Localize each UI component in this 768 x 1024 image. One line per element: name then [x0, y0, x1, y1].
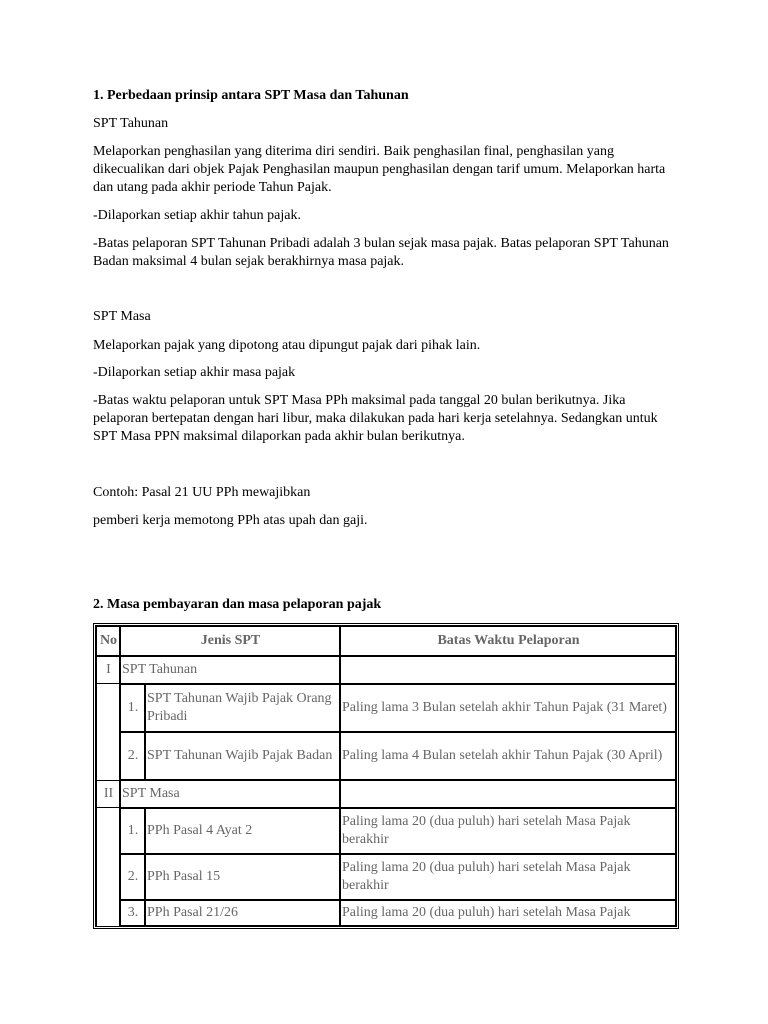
table-header-row: [96, 626, 676, 656]
row-jenis: SPT Tahunan Wajib Pajak Badan: [145, 732, 340, 780]
group-empty-cell: [340, 656, 676, 684]
indent-cell: [96, 854, 120, 900]
spt-tahunan-point-1: -Dilaporkan setiap akhir tahun pajak.: [93, 208, 301, 223]
example-line-1: Contoh: Pasal 21 UU PPh mewajibkan: [93, 485, 311, 500]
header-no: No: [96, 626, 120, 656]
section2-heading: 2. Masa pembayaran dan masa pelaporan pajak: [93, 597, 382, 612]
table-row: [96, 684, 676, 732]
group-title: SPT Masa: [120, 780, 340, 808]
spt-deadline-table: [93, 623, 679, 929]
indent-cell: [96, 684, 120, 732]
spt-tahunan-point-2: -Batas pelaporan SPT Tahunan Pribadi adalah 3 bulan sejak masa pajak. Batas pelaporan SPT Tahunan Badan maksimal 4 bulan sejak berakhirnya masa pajak.: [93, 236, 669, 269]
header-batas-waktu: Batas Waktu Pelaporan: [340, 626, 676, 656]
indent-cell: [96, 808, 120, 854]
row-number: 1.: [120, 808, 145, 854]
table-row: [96, 732, 676, 780]
table-row: [96, 900, 676, 926]
spt-tahunan-description: Melaporkan penghasilan yang diterima diri sendiri. Baik penghasilan final, penghasilan yang dikecualikan dari objek Pajak Penghasilan maupun penghasilan dengan tarif umum. Melaporkan harta dan utang pada akhir periode Tahun Pajak.: [93, 144, 666, 195]
row-batas: Paling lama 20 (dua puluh) hari setelah Masa Pajak berakhir: [340, 854, 676, 900]
row-batas: Paling lama 4 Bulan setelah akhir Tahun Pajak (30 April): [340, 732, 676, 780]
group-title: SPT Tahunan: [120, 656, 340, 684]
indent-cell: [96, 900, 120, 926]
group-number: II: [96, 780, 120, 808]
row-jenis: PPh Pasal 21/26: [145, 900, 340, 926]
row-number: 1.: [120, 684, 145, 732]
section1-heading: 1. Perbedaan prinsip antara SPT Masa dan Tahunan: [93, 88, 409, 103]
header-jenis-spt: Jenis SPT: [120, 626, 340, 656]
row-batas: Paling lama 20 (dua puluh) hari setelah Masa Pajak: [340, 900, 676, 926]
row-number: 2.: [120, 732, 145, 780]
spt-masa-description: Melaporkan pajak yang dipotong atau dipungut pajak dari pihak lain.: [93, 338, 481, 353]
group-row-spt-tahunan: [96, 656, 676, 684]
row-jenis: PPh Pasal 15: [145, 854, 340, 900]
group-number: I: [96, 656, 120, 684]
table-row: [96, 854, 676, 900]
spt-masa-point-1: -Dilaporkan setiap akhir masa pajak: [93, 365, 296, 380]
row-jenis: PPh Pasal 4 Ayat 2: [145, 808, 340, 854]
group-row-spt-masa: [96, 780, 676, 808]
spt-masa-point-2: -Batas waktu pelaporan untuk SPT Masa PPh maksimal pada tanggal 20 bulan berikutnya. Jika pelaporan bertepatan dengan hari libur, maka dilakukan pada hari kerja setelahnya. Sedangkan untuk SPT Masa PPN maksimal dilaporkan pada akhir bulan berikutnya.: [93, 393, 658, 444]
spt-tahunan-title: SPT Tahunan: [93, 116, 169, 131]
row-number: 2.: [120, 854, 145, 900]
row-jenis: SPT Tahunan Wajib Pajak Orang Pribadi: [145, 684, 340, 732]
spt-masa-title: SPT Masa: [93, 309, 151, 324]
row-number: 3.: [120, 900, 145, 926]
example-line-2: pemberi kerja memotong PPh atas upah dan gaji.: [93, 513, 368, 528]
indent-cell: [96, 732, 120, 780]
row-batas: Paling lama 20 (dua puluh) hari setelah Masa Pajak berakhir: [340, 808, 676, 854]
row-batas: Paling lama 3 Bulan setelah akhir Tahun Pajak (31 Maret): [340, 684, 676, 732]
table-row: [96, 808, 676, 854]
group-empty-cell: [340, 780, 676, 808]
